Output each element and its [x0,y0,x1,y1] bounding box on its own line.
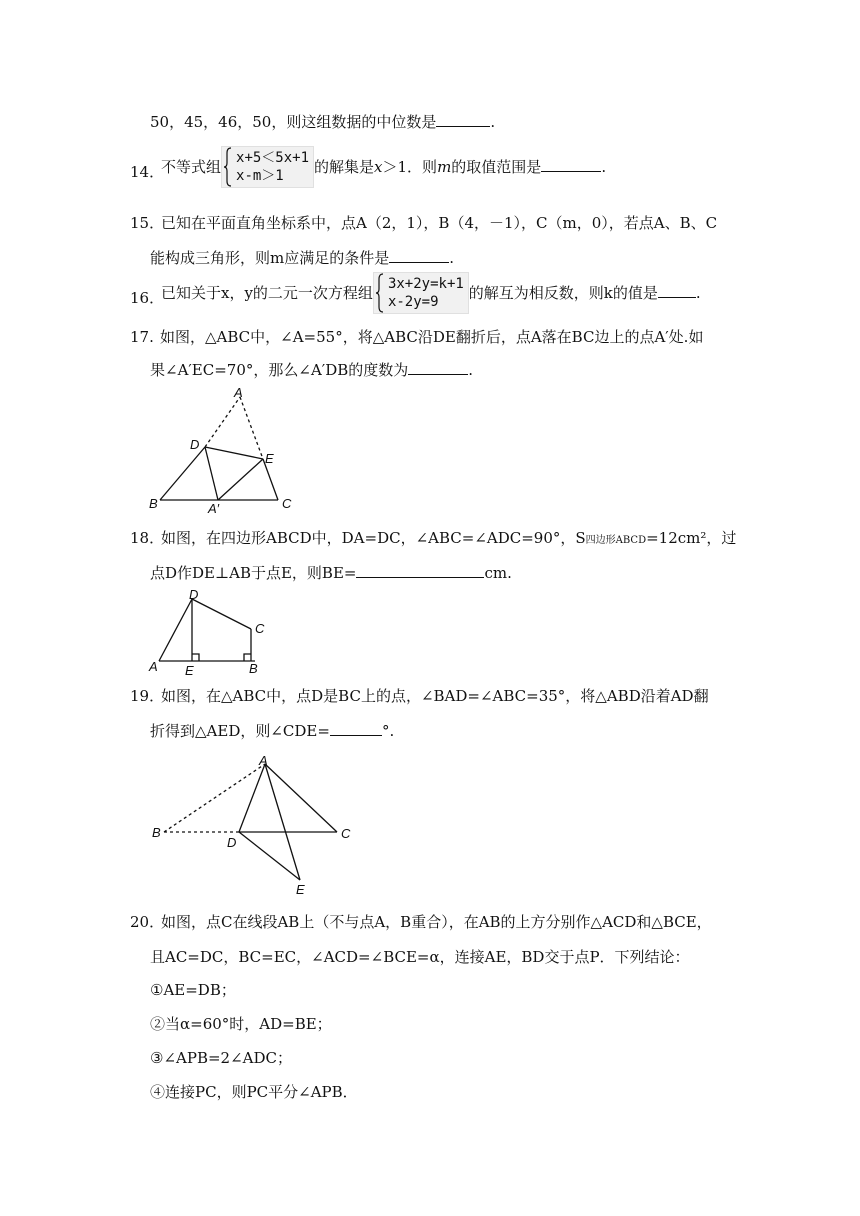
answer-blank [408,360,468,375]
q16-text: 已知关于x，y的二元一次方程组 3x+2y=k+1 x-2y=9 的解互为相反数，则k的值是 . [161,272,701,314]
q17-label-D: D [190,437,200,452]
q18-subscript: 四边形ABCD [585,535,647,546]
q16-equation-system [373,272,469,314]
q17-label-B: B [149,496,158,511]
q16-eq1: 3x+2y=k+1 [387,276,464,292]
q19-figure [145,752,360,900]
q12-tail-line: 50，45，46，50，则这组数据的中位数是 . [150,113,496,131]
q20-item-3: ③∠APB=2∠ADC； [150,1049,292,1067]
q15-line1: 已知在平面直角坐标系中，点A（2，1），B（4，－1），C（m，0），若点A、B、C [161,214,718,232]
q20-item-2: ②当α=60°时，AD=BE； [150,1015,332,1033]
q17-figure [145,385,300,515]
q19-line1: 如图，在△ABC中，点D是BC上的点，∠BAD=∠ABC=35°，将△ABD沿着AD翻 [161,687,709,705]
q18-line2: 点D作DE⊥AB于点E，则BE= cm. [150,564,512,582]
q20-line1: 如图，点C在线段AB上（不与点A，B重合），在AB的上方分别作△ACD和△BCE， [161,913,712,931]
answer-blank [541,157,601,172]
q17-line2: 果∠A′EC=70°，那么∠A′DB的度数为 . [150,361,474,379]
q14-number: 14． [130,163,165,181]
q16-eq2: x-2y=9 [387,294,439,310]
q19-line2: 折得到△AED，则∠CDE= °. [150,722,395,740]
q17-label-E: E [265,451,274,466]
q19-label-C: C [341,826,351,841]
answer-blank [658,283,696,298]
q17-label-A: A [234,385,243,400]
q20-item-4: ④连接PC，则PC平分∠APB． [150,1083,358,1101]
q19-label-D: D [227,835,237,850]
answer-blank [389,248,449,263]
q18-figure [145,585,275,680]
q19-label-B: B [152,825,161,840]
q17-number: 17. [130,328,154,346]
q18-number: 18． [130,529,165,547]
answer-blank [330,721,382,736]
q17-line1: 如图，△ABC中，∠A=55°，将△ABC沿DE翻折后，点A落在BC边上的点A′处.如 [160,328,704,346]
q20-line2: 且AC=DC，BC=EC，∠ACD=∠BCE=α，连接AE，BD交于点P．下列结论： [150,948,690,966]
q14-inequality-system [221,146,314,188]
q16-number: 16． [130,289,165,307]
q20-item-1: ①AE=DB； [150,981,236,999]
q18-label-C: C [255,621,265,636]
q19-label-A: A [259,753,268,768]
q19-label-E: E [296,882,305,897]
q18-label-E: E [185,663,194,678]
q14-eq2: x-m＞1 [236,168,284,184]
q18-label-A: A [149,659,158,674]
q15-number: 15． [130,214,165,232]
q20-number: 20． [130,913,165,931]
q17-label-A-prime: A′ [208,501,220,515]
q15-line2: 能构成三角形，则m应满足的条件是 . [150,249,455,267]
answer-blank [436,112,490,127]
q14-text: 不等式组 x+5＜5x+1 x-m＞1 的解集是x＞1．则m的取值范围是 . [161,146,606,188]
q18-label-D: D [189,587,199,602]
q19-number: 19． [130,687,165,705]
q18-line1: 如图，在四边形ABCD中，DA=DC，∠ABC=∠ADC=90°，S四边形ABCD=12cm²，过 [161,529,737,547]
answer-blank [356,563,484,578]
q18-label-B: B [249,661,258,676]
q14-eq1: x+5＜5x+1 [236,150,310,166]
q17-label-C: C [282,496,292,511]
